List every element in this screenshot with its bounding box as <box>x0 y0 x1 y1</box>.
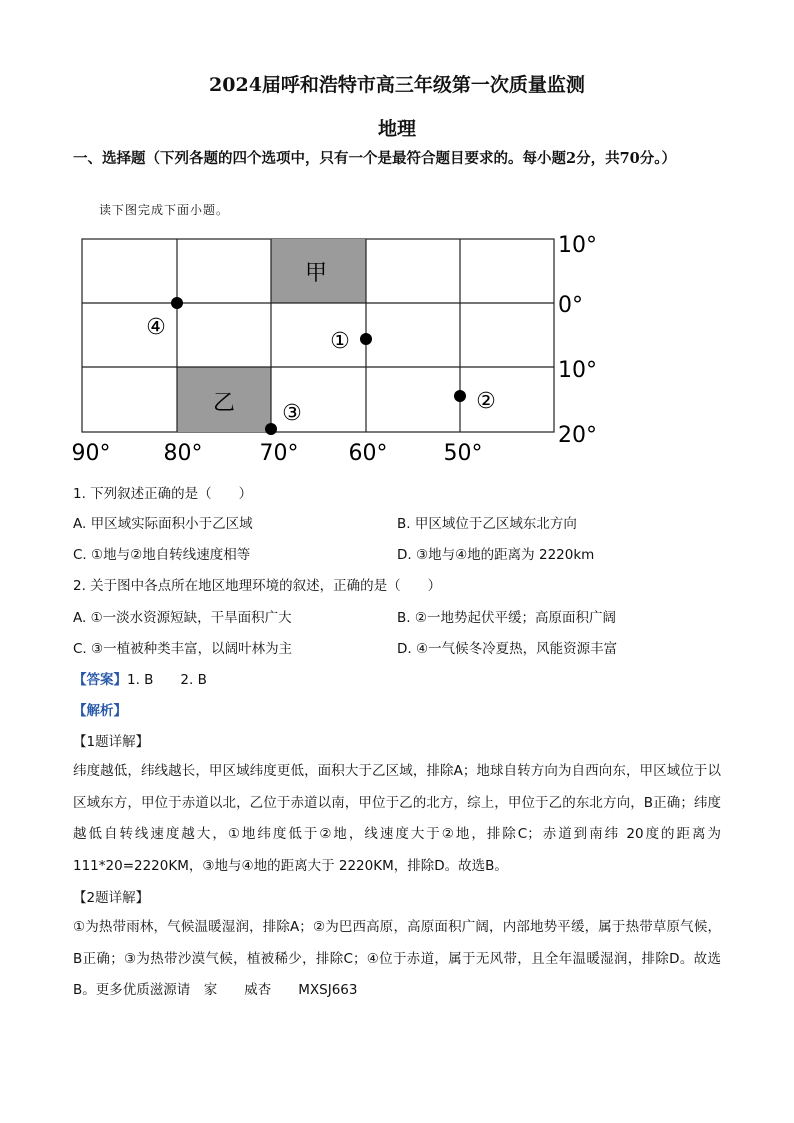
q1-detail-heading: 【1题详解】 <box>73 734 150 750</box>
point-4-label: ④ <box>146 315 166 340</box>
question-2-option-a: A. ①一淡水资源短缺，干旱面积广大 <box>73 610 292 626</box>
analysis-tag-line <box>73 699 127 719</box>
lon-label-80: 80° <box>163 441 203 466</box>
question-2-option-b: B. ②一地势起伏平缓；高原面积广阔 <box>397 610 616 626</box>
map-figure <box>60 226 620 476</box>
point-2-label: ② <box>476 389 496 414</box>
question-2-stem: 2. 关于图中各点所在地区地理环境的叙述，正确的是（ ） <box>73 578 442 594</box>
question-1-option-a: A. 甲区域实际面积小于乙区域 <box>73 516 253 532</box>
lon-label-60: 60° <box>348 441 388 466</box>
question-1-option-d: D. ③地与④地的距离为 2220km <box>397 547 595 563</box>
question-1-option-c: C. ①地与②地自转线速度相等 <box>73 547 251 563</box>
point-4-dot <box>171 297 183 309</box>
q2-detail-heading: 【2题详解】 <box>73 890 150 906</box>
answer-line <box>73 668 207 688</box>
page-title: 2024届呼和浩特市高三年级第一次质量监测 <box>209 74 585 96</box>
point-3-label: ③ <box>282 401 302 426</box>
q1-detail-text: 纬度越低，纬线越长，甲区域纬度更低，面积大于乙区域，排除A；地球自转方向为自西向东，甲区域位于以区域东方，甲位于赤道以北，乙位于赤道以南，甲位于乙的北方，综上，甲位于乙的东北方向，B正确；纬度越低自转线速度越大，①地纬度低于②地，线速度大于②地，排除C；赤道到南纬 20度的距离为 111*20=2220KM，③地与④地的距离大于 2220KM，排除D。故选B。 <box>73 763 721 874</box>
point-1-dot <box>360 333 372 345</box>
question-2-option-d: D. ④一气候冬冷夏热，风能资源丰富 <box>397 641 618 657</box>
lon-label-70: 70° <box>259 441 299 466</box>
q2-detail-text: ①为热带雨林，气候温暖湿润，排除A；②为巴西高原，高原面积广阔，内部地势平缓，属于热带草原气候，B正确；③为热带沙漠气候，植被稀少，排除C；④位于赤道，属于无风带，且全年温暖湿润，排除D。故选B。更多优质滋源请 家 威杏 MXSJ663 <box>73 919 721 998</box>
lat-label-10s: 10° <box>558 358 597 383</box>
lat-label-20s: 20° <box>558 423 597 448</box>
point-2-dot <box>454 390 466 402</box>
lon-label-90: 90° <box>71 441 111 466</box>
point-1-label: ① <box>330 329 350 354</box>
instruction: 读下图完成下面小题。 <box>99 203 230 217</box>
lon-label-50: 50° <box>443 441 483 466</box>
question-1-stem: 1. 下列叙述正确的是（ ） <box>73 486 253 502</box>
analysis-tag: 【解析】 <box>73 703 127 719</box>
answer-text: 1. B 2. B <box>127 672 207 688</box>
region-label-jia: 甲 <box>304 261 328 286</box>
section-heading: 一、选择题（下列各题的四个选项中，只有一个是最符合题目要求的。每小题2分，共70分。） <box>73 150 677 167</box>
region-label-yi: 乙 <box>212 391 236 416</box>
lat-label-0: 0° <box>558 293 583 318</box>
point-3-dot <box>265 423 277 435</box>
question-2-option-c: C. ③一植被种类丰富，以阔叶林为主 <box>73 641 293 657</box>
question-1-option-b: B. 甲区域位于乙区域东北方向 <box>397 516 577 532</box>
answer-tag: 【答案】 <box>73 672 127 688</box>
subject-title: 地理 <box>377 118 416 140</box>
lat-label-10n: 10° <box>558 233 597 258</box>
